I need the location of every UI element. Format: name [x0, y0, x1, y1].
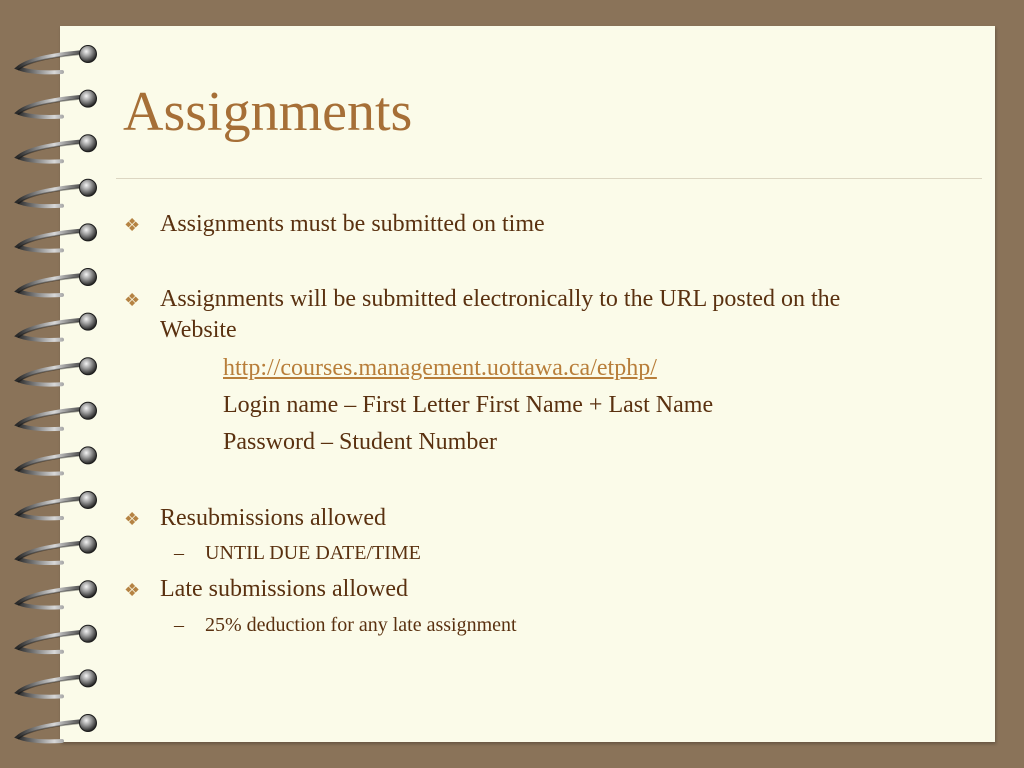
submission-url-link[interactable]: http://courses.management.uottawa.ca/etphp/	[223, 355, 657, 381]
spiral-ring-icon	[18, 402, 97, 429]
submission-url-line	[223, 354, 657, 383]
dash-bullet: –	[174, 542, 184, 564]
diamond-bullet-icon: ❖	[124, 290, 141, 310]
spiral-ring-icon	[18, 46, 97, 73]
spiral-ring-icon	[18, 670, 97, 697]
spiral-ring-icon	[18, 536, 97, 563]
password-info: Password – Student Number	[223, 429, 497, 455]
title-divider	[116, 178, 982, 179]
bullet-submit-on-time: Assignments must be submitted on time	[160, 211, 545, 237]
spiral-ring-icon	[18, 269, 97, 296]
spiral-ring-icon	[18, 581, 97, 608]
sub-bullet-late-deduction: 25% deduction for any late assignment	[205, 614, 517, 636]
spiral-ring-icon	[18, 224, 97, 251]
spiral-ring-icon	[18, 179, 97, 206]
diamond-bullet-icon: ❖	[124, 215, 141, 235]
spiral-binding	[0, 0, 110, 768]
dash-bullet: –	[174, 614, 184, 636]
bullet-electronic-line1: Assignments will be submitted electronically to the URL posted on the	[160, 286, 841, 312]
login-name-info: Login name – First Letter First Name + Last Name	[223, 392, 714, 418]
spiral-ring-icon	[18, 313, 97, 340]
spiral-ring-icon	[18, 492, 97, 519]
diamond-bullet-icon: ❖	[124, 580, 141, 600]
slide-title: Assignments	[123, 81, 413, 143]
spiral-ring-icon	[18, 715, 97, 742]
spiral-ring-icon	[18, 135, 97, 162]
spiral-ring-icon	[18, 447, 97, 474]
spiral-ring-icon	[18, 90, 97, 117]
diamond-bullet-icon: ❖	[124, 509, 141, 529]
bullet-late-submissions: Late submissions allowed	[160, 576, 408, 602]
bullet-resubmissions: Resubmissions allowed	[160, 505, 386, 531]
spiral-ring-icon	[18, 625, 97, 652]
spiral-ring-icon	[18, 358, 97, 385]
sub-bullet-until-due: UNTIL DUE DATE/TIME	[205, 542, 421, 564]
bullet-electronic-line2: Website	[160, 317, 237, 343]
